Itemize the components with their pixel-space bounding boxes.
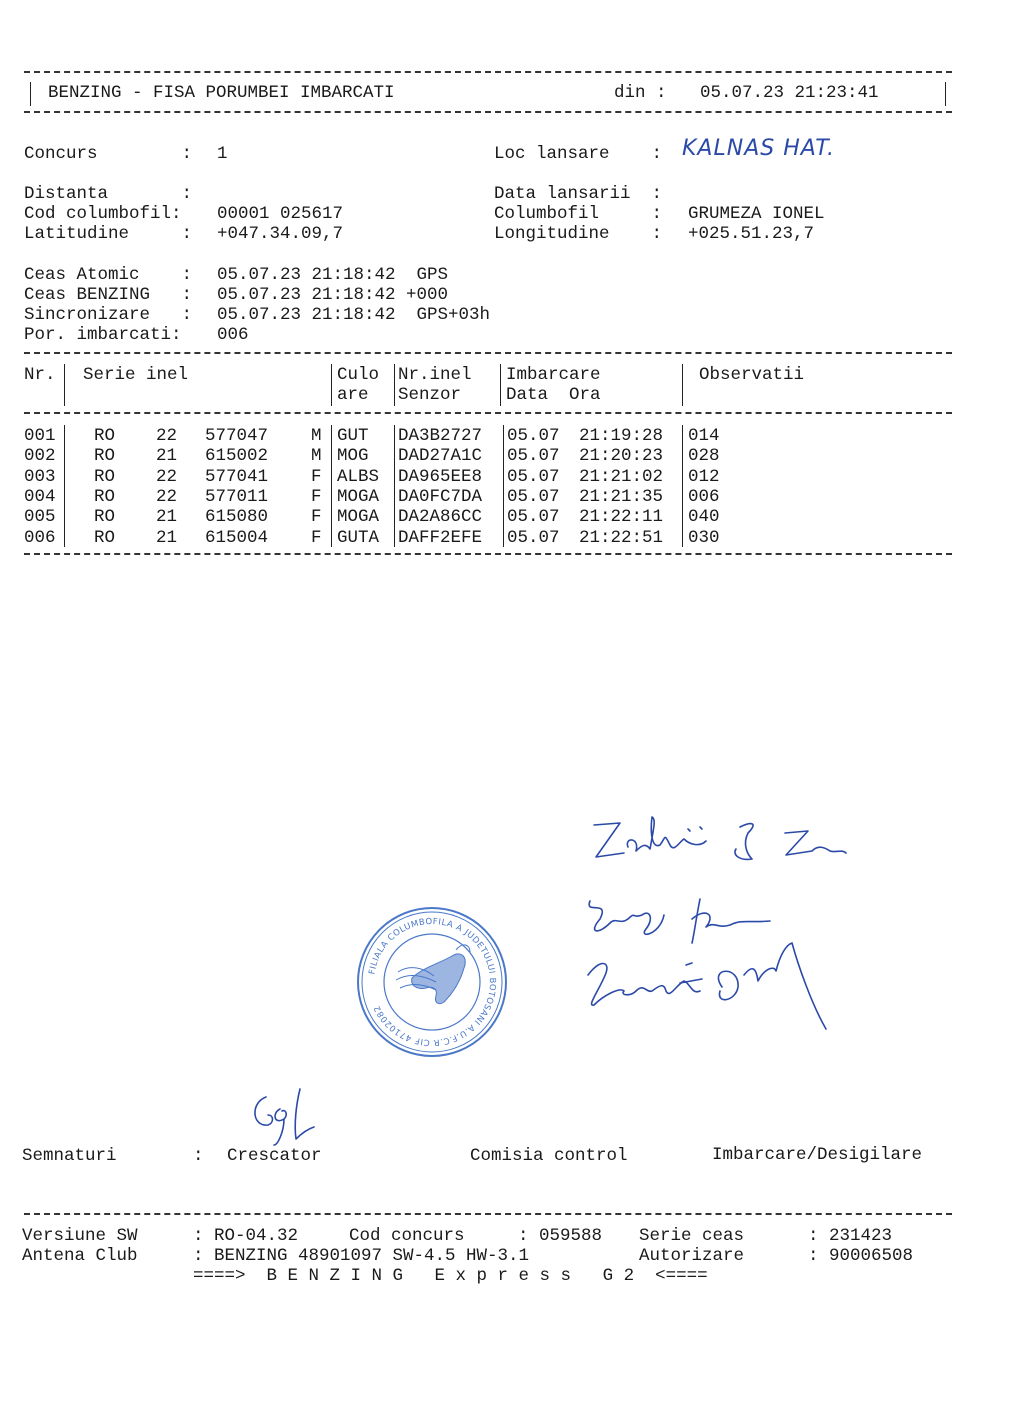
column-border — [64, 425, 65, 547]
row-ring: 615002 — [205, 446, 269, 467]
row-sensor: DA965EE8 — [398, 466, 483, 487]
row-time: 21:22:11 — [579, 507, 664, 528]
row-observatii: 040 — [688, 507, 720, 528]
column-border — [682, 425, 683, 547]
row-color: GUT — [337, 426, 369, 446]
longitudine-label: Longitudine : — [494, 224, 663, 244]
row-date: 05.07 — [507, 466, 560, 487]
versiune-sw-value: : RO-04.32 — [193, 1226, 299, 1246]
row-year: 22 — [156, 486, 178, 507]
data-lansarii-label: Data lansarii : — [494, 184, 663, 204]
antena-club-value: : BENZING 48901097 SW-4.5 HW-3.1 — [193, 1246, 530, 1266]
header-nr-inel-2: Senzor — [398, 385, 462, 405]
row-sensor: DAFF2EFE — [398, 527, 483, 548]
row-ring: 577011 — [205, 486, 269, 507]
divider — [24, 71, 952, 73]
latitudine-label: Latitudine : — [24, 224, 193, 244]
header-culoare-1: Culo — [337, 365, 380, 385]
concurs-label: Concurs : — [24, 144, 193, 164]
header-imbarcare-2: Data Ora — [506, 385, 601, 405]
divider — [24, 553, 952, 555]
row-ring: 615004 — [205, 527, 269, 548]
latitudine-value: +047.34.09,7 — [217, 224, 344, 244]
row-date: 05.07 — [507, 426, 560, 446]
row-nr: 004 — [24, 486, 56, 507]
loc-lansare-label: Loc lansare : — [494, 144, 663, 164]
loc-lansare-handwritten-value: KALNAS HAT. — [682, 136, 836, 161]
row-time: 21:21:35 — [579, 486, 664, 507]
row-nr: 002 — [24, 446, 56, 467]
semnaturi-separator: : — [193, 1146, 204, 1166]
row-year: 21 — [156, 507, 178, 528]
row-observatii: 030 — [688, 527, 720, 548]
commission-signatures — [580, 815, 880, 1035]
header-serie-inel: Serie inel — [83, 365, 189, 385]
row-sex: F — [311, 466, 322, 487]
divider — [24, 352, 952, 354]
imbarcare-desigilare-label: Imbarcare/Desigilare — [712, 1145, 923, 1165]
ceas-benzing-label: Ceas BENZING : — [24, 285, 193, 305]
row-sensor: DAD27A1C — [398, 446, 483, 467]
column-border — [394, 425, 395, 547]
stamp-text: FILIALA COLUMBOFILA A JUDETULUI BOTOSANI A.U.F.C.R CIF 47102082 — [367, 916, 498, 1048]
din-label: din : — [614, 83, 667, 103]
serie-ceas-label: Serie ceas — [639, 1226, 745, 1246]
row-ring: 577041 — [205, 466, 269, 487]
breeder-signature — [244, 1085, 344, 1155]
header-left-border — [30, 82, 31, 106]
divider — [24, 412, 952, 414]
row-nr: 006 — [24, 527, 56, 548]
longitudine-value: +025.51.23,7 — [688, 224, 815, 244]
column-border — [394, 364, 395, 406]
ceas-atomic-label: Ceas Atomic : — [24, 265, 193, 285]
row-country: RO — [94, 507, 116, 528]
versiune-sw-label: Versiune SW — [22, 1226, 138, 1246]
club-stamp — [352, 902, 512, 1062]
cod-columbofil-value: 00001 025617 — [217, 204, 344, 224]
column-border — [331, 364, 332, 406]
cod-concurs-value: : 059588 — [518, 1226, 603, 1246]
ceas-atomic-value: 05.07.23 21:18:42 GPS — [217, 265, 449, 285]
autorizare-label: Autorizare — [639, 1246, 745, 1266]
row-nr: 005 — [24, 507, 56, 528]
divider — [24, 1213, 952, 1215]
row-year: 22 — [156, 466, 178, 487]
row-year: 21 — [156, 446, 178, 467]
row-observatii: 028 — [688, 446, 720, 467]
row-time: 21:21:02 — [579, 466, 664, 487]
column-border — [331, 425, 332, 547]
header-right-border — [945, 82, 946, 106]
ceas-benzing-value: 05.07.23 21:18:42 +000 — [217, 285, 449, 305]
row-sex: F — [311, 507, 322, 528]
crescator-label: Crescator — [227, 1146, 322, 1166]
row-nr: 003 — [24, 466, 56, 487]
header-observatii: Observatii — [699, 365, 805, 385]
header-culoare-2: are — [337, 385, 369, 405]
header-imbarcare-1: Imbarcare — [506, 365, 601, 385]
row-country: RO — [94, 527, 116, 548]
header-nr-inel-1: Nr.inel — [398, 365, 472, 385]
header-datetime: 05.07.23 21:23:41 — [700, 83, 879, 103]
por-imbarcati-label: Por. imbarcati: — [24, 325, 182, 345]
row-color: GUTA — [337, 527, 380, 548]
row-year: 22 — [156, 426, 178, 446]
semnaturi-label: Semnaturi — [22, 1146, 117, 1166]
serie-ceas-value: : 231423 — [808, 1226, 893, 1246]
row-sex: M — [311, 446, 322, 467]
row-color: ALBS — [337, 466, 380, 487]
row-date: 05.07 — [507, 527, 560, 548]
concurs-value: 1 — [217, 144, 228, 164]
column-border — [64, 364, 65, 406]
cod-columbofil-label: Cod columbofil: — [24, 204, 182, 224]
row-sex: M — [311, 426, 322, 446]
row-observatii: 006 — [688, 486, 720, 507]
row-time: 21:20:23 — [579, 446, 664, 467]
row-country: RO — [94, 466, 116, 487]
row-sex: F — [311, 486, 322, 507]
row-year: 21 — [156, 527, 178, 548]
row-observatii: 014 — [688, 426, 720, 446]
columbofil-value: GRUMEZA IONEL — [688, 204, 825, 224]
row-color: MOGA — [337, 507, 380, 528]
row-color: MOGA — [337, 486, 380, 507]
row-country: RO — [94, 426, 116, 446]
document-title: BENZING - FISA PORUMBEI IMBARCATI — [48, 83, 395, 103]
cod-concurs-label: Cod concurs — [349, 1226, 465, 1246]
row-country: RO — [94, 446, 116, 467]
row-date: 05.07 — [507, 507, 560, 528]
sincronizare-label: Sincronizare : — [24, 305, 193, 325]
benzing-banner: ====> B E N Z I N G E x p r e s s G 2 <==== — [193, 1266, 708, 1286]
row-ring: 615080 — [205, 507, 269, 528]
distanta-label: Distanta : — [24, 184, 193, 204]
column-border — [682, 364, 683, 406]
row-date: 05.07 — [507, 486, 560, 507]
row-sensor: DA2A86CC — [398, 507, 483, 528]
row-time: 21:19:28 — [579, 426, 664, 446]
row-nr: 001 — [24, 426, 56, 446]
column-border — [500, 364, 501, 406]
columbofil-label: Columbofil : — [494, 204, 663, 224]
row-color: MOG — [337, 446, 369, 467]
antena-club-label: Antena Club — [22, 1246, 138, 1266]
row-ring: 577047 — [205, 426, 269, 446]
row-sex: F — [311, 527, 322, 548]
row-sensor: DA3B2727 — [398, 426, 483, 446]
comisia-control-label: Comisia control — [470, 1146, 628, 1166]
row-country: RO — [94, 486, 116, 507]
row-date: 05.07 — [507, 446, 560, 467]
por-imbarcati-value: 006 — [217, 325, 249, 345]
divider — [24, 111, 952, 113]
column-border — [503, 425, 504, 547]
row-sensor: DA0FC7DA — [398, 486, 483, 507]
row-time: 21:22:51 — [579, 527, 664, 548]
header-nr: Nr. — [24, 365, 56, 385]
autorizare-value: : 90006508 — [808, 1246, 914, 1266]
sincronizare-value: 05.07.23 21:18:42 GPS+03h — [217, 305, 491, 325]
row-observatii: 012 — [688, 466, 720, 487]
